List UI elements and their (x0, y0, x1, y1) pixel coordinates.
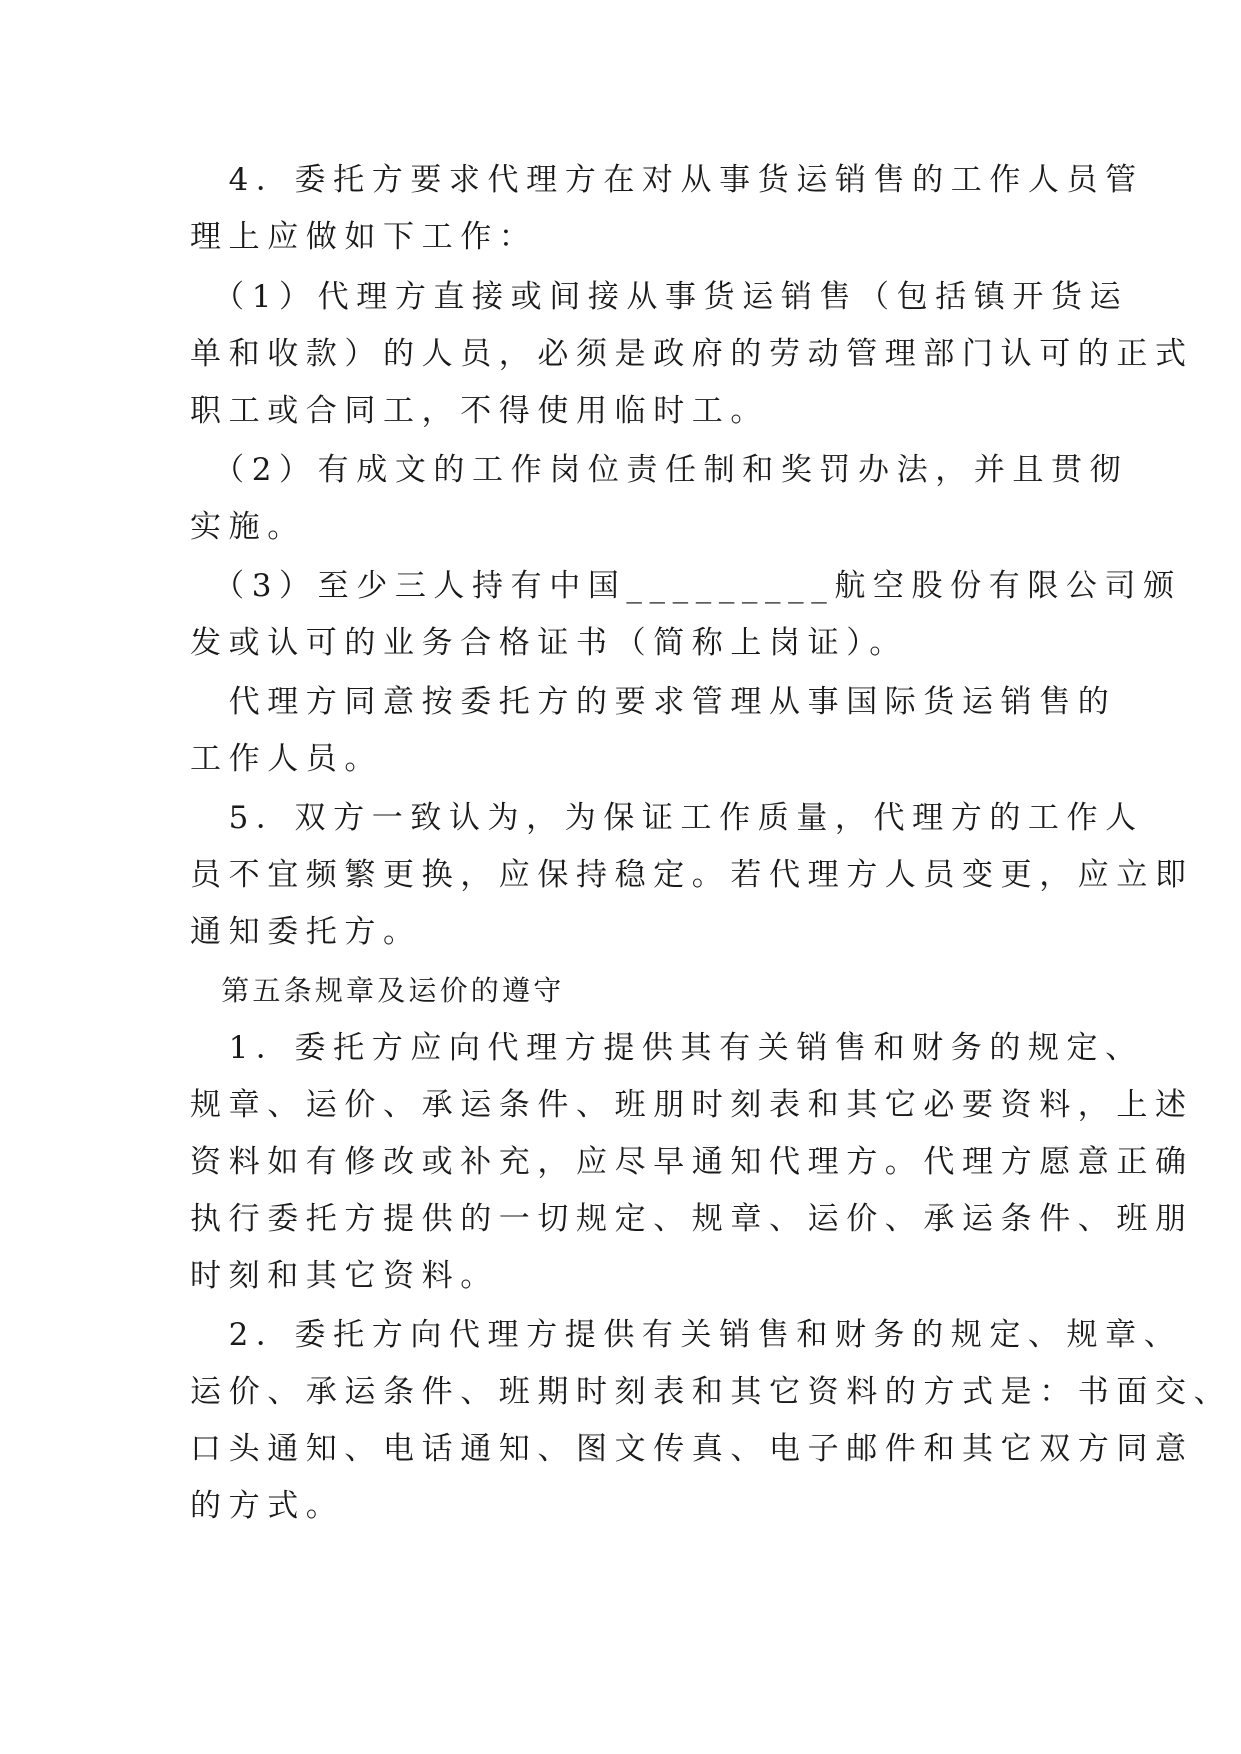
article-5-item-2-line-4: 的方式。 (190, 1488, 345, 1524)
agreement-line-2: 工作人员。 (190, 741, 383, 777)
article-5-item-1-line-5: 时刻和其它资料。 (190, 1258, 499, 1294)
article-5-item-1-line-3: 资料如有修改或补充，应尽早通知代理方。代理方愿意正确 (190, 1144, 1194, 1180)
item-2-line-1: （2）有成文的工作岗位责任制和奖罚办法，并且贯彻 (190, 452, 1129, 488)
paragraph-5-line-1: 5．双方一致认为，为保证工作质量，代理方的工作人 (190, 800, 1144, 836)
paragraph-4-line-1: 4．委托方要求代理方在对从事货运销售的工作人员管 (190, 162, 1144, 198)
item-1-line-1: （1）代理方直接或间接从事货运销售（包括镇开货运 (190, 279, 1129, 315)
article-5-item-2-line-3: 口头通知、电话通知、图文传真、电子邮件和其它双方同意 (190, 1431, 1194, 1467)
item-1-line-2: 单和收款）的人员，必须是政府的劳动管理部门认可的正式 (190, 336, 1194, 372)
item-1-line-3: 职工或合同工，不得使用临时工。 (190, 393, 769, 429)
item-2-line-2: 实施。 (190, 509, 306, 545)
item-3-line-2: 发或认可的业务合格证书（简称上岗证）。 (190, 625, 908, 661)
paragraph-5-line-2: 员不宜频繁更换，应保持稳定。若代理方人员变更，应立即 (190, 857, 1194, 893)
agreement-line-1: 代理方同意按委托方的要求管理从事国际货运销售的 (190, 684, 1117, 720)
paragraph-4-line-2: 理上应做如下工作： (190, 219, 538, 255)
item-3-line-1: （3）至少三人持有中国_________航空股份有限公司颁 (190, 568, 1182, 604)
paragraph-5-line-3: 通知委托方。 (190, 914, 422, 950)
article-5-item-2-line-1: 2．委托方向代理方提供有关销售和财务的规定、规章、 (190, 1317, 1183, 1353)
article-5-heading: 第五条规章及运价的遵守 (190, 974, 565, 1007)
article-5-item-1-line-1: 1．委托方应向代理方提供其有关销售和财务的规定、 (190, 1030, 1144, 1066)
article-5-item-1-line-4: 执行委托方提供的一切规定、规章、运价、承运条件、班朋 (190, 1201, 1194, 1237)
article-5-item-1-line-2: 规章、运价、承运条件、班朋时刻表和其它必要资料，上述 (190, 1087, 1194, 1123)
article-5-item-2-line-2: 运价、承运条件、班期时刻表和其它资料的方式是：书面交、 (190, 1374, 1233, 1410)
